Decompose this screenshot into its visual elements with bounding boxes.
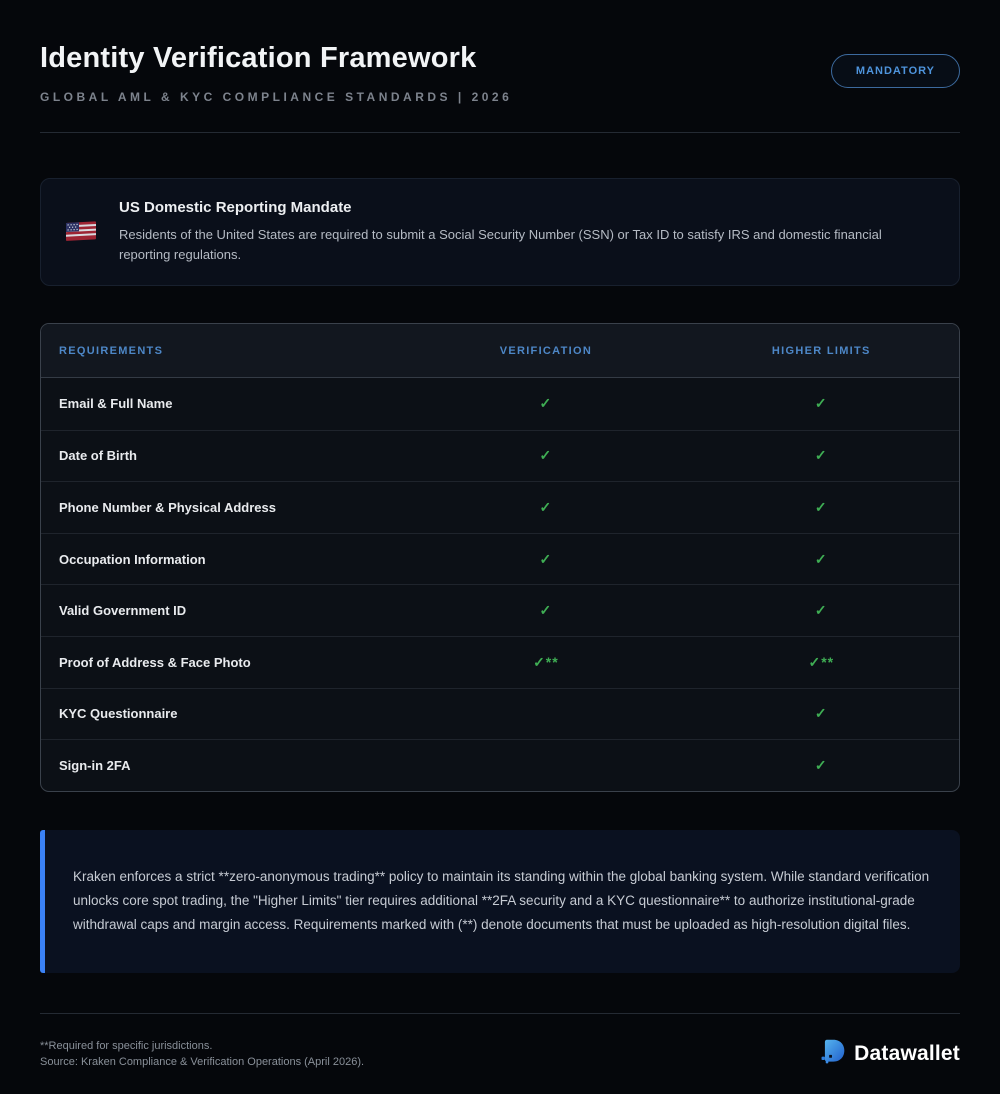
check-icon: ✓ [539,550,553,567]
table-row [41,584,959,636]
mandate-body: Residents of the United States are required to submit a Social Security Number (SSN) or Tax ID to satisfy IRS and domestic financial reporting regulations. [119,227,882,262]
check-icon: ✓ [539,498,553,515]
policy-note-text: Kraken enforces a strict **zero-anonymous trading** policy to maintain its standing within the global banking system. While standard verification unlocks core spot trading, the "Higher Limits" tier requires additional **2FA security and a KYC questionnaire** to authorize institutional-grade withdrawal caps and margin access. Requirements marked with (**) denote documents that must be uploaded as high-resolution digital files. [73,869,930,933]
footnote-source: Source: Kraken Compliance & Verification Operations (April 2026). [40,1055,365,1068]
page-title: Identity Verification Framework [40,42,477,74]
row-label: Email & Full Name [59,396,173,412]
table-row [41,688,959,740]
table-row [41,636,959,688]
row-label: Occupation Information [59,551,206,567]
row-label: Sign-in 2FA [59,757,131,773]
check-double-asterisk-icon: ✓** [808,653,835,670]
header [40,42,960,104]
check-icon: ✓ [814,756,828,773]
mandate-content [119,199,935,265]
table-row [41,378,959,430]
footer-divider [40,1013,960,1014]
row-label: Valid Government ID [59,603,187,619]
row-label: KYC Questionnaire [59,706,178,722]
us-flag-icon [65,220,97,244]
footer [40,1038,960,1070]
policy-note-card [40,830,960,973]
row-label: Proof of Address & Face Photo [59,654,251,670]
row-label: Phone Number & Physical Address [59,499,276,515]
check-icon: ✓ [814,395,828,412]
check-double-asterisk-icon: ✓** [533,653,559,670]
us-mandate-card [40,178,960,286]
footnotes [40,1038,364,1070]
table-row [41,533,959,585]
header-divider [40,132,960,133]
check-icon: ✓ [814,602,828,619]
check-icon: ✓ [539,602,553,619]
row-label: Date of Birth [59,448,137,464]
mandatory-badge: MANDATORY [831,54,960,88]
check-icon: ✓ [814,498,828,515]
table-header-row [41,324,959,378]
datawallet-logo-icon [819,1038,846,1070]
table-row [41,739,959,791]
check-icon: ✓ [814,447,828,464]
column-header-requirements: REQUIREMENTS [59,344,164,357]
table-row [41,430,959,482]
table-row [41,481,959,533]
footnote-jurisdictions: **Required for specific jurisdictions. [40,1039,213,1052]
check-icon: ✓ [814,550,828,567]
column-header-verification: VERIFICATION [499,344,593,357]
header-titles [40,42,512,104]
check-icon: ✓ [539,395,553,412]
column-header-higher-limits: HIGHER LIMITS [771,344,871,357]
page-subtitle: GLOBAL AML & KYC COMPLIANCE STANDARDS | 2026 [40,90,513,104]
mandate-title: US Domestic Reporting Mandate [119,199,352,216]
brand-logo [819,1038,960,1070]
brand-name: Datawallet [854,1041,960,1065]
check-icon: ✓ [814,705,828,722]
check-icon: ✓ [539,447,553,464]
requirements-table [40,323,960,792]
